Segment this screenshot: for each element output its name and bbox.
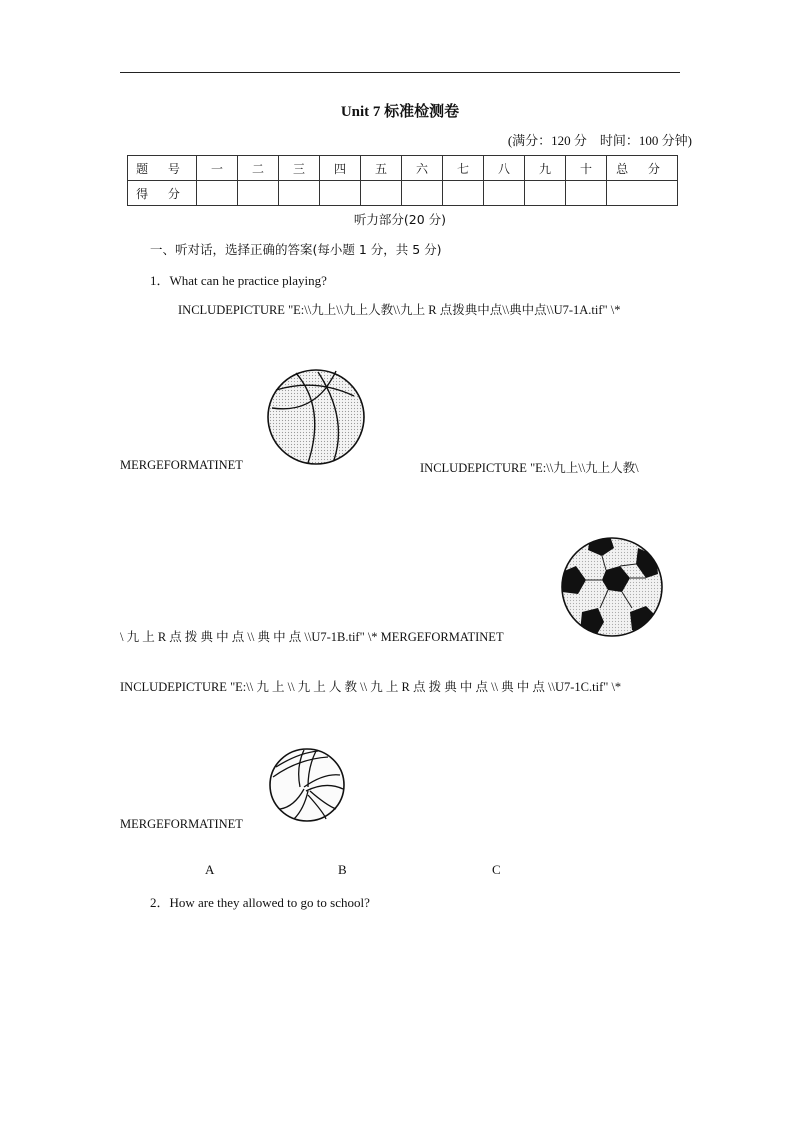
column-header: 一 xyxy=(197,156,238,181)
field-code-b-line2: \ 九 上 R 点 拨 典 中 点 \\ 典 中 点 \\U7-1B.tif" \* MERGEFORMATINET xyxy=(120,630,504,644)
part-instructions: 一、听对话，选择正确的答案(每小题 1 分，共 5 分) xyxy=(150,242,442,257)
column-header: 六 xyxy=(402,156,443,181)
row-label-score: 得 分 xyxy=(128,181,197,206)
column-header: 七 xyxy=(443,156,484,181)
field-code-b-line1: INCLUDEPICTURE "E:\\九上\\九上人教\ xyxy=(420,461,639,475)
option-b-label: B xyxy=(338,862,347,877)
question-2-text: 2．How are they allowed to go to school? xyxy=(150,895,370,910)
field-code-a-line1: INCLUDEPICTURE "E:\\九上\\九上人教\\九上 R 点拨典中点\\典中点\\U7-1A.tif" \* xyxy=(178,303,621,317)
option-a-label: A xyxy=(205,862,215,877)
column-header: 四 xyxy=(320,156,361,181)
score-table-header-row xyxy=(128,156,678,181)
score-cell xyxy=(197,181,238,206)
total-header: 总 分 xyxy=(607,156,678,181)
score-table xyxy=(127,155,678,206)
score-table-score-row xyxy=(128,181,678,206)
score-cell xyxy=(402,181,443,206)
option-c-label: C xyxy=(492,862,501,877)
score-cell xyxy=(279,181,320,206)
column-header: 八 xyxy=(484,156,525,181)
score-cell xyxy=(320,181,361,206)
row-label-number: 题 号 xyxy=(128,156,197,181)
score-cell xyxy=(443,181,484,206)
score-cell xyxy=(525,181,566,206)
score-cell xyxy=(607,181,678,206)
soccer-ball-icon xyxy=(560,536,664,638)
header-rule xyxy=(120,72,680,73)
column-header: 三 xyxy=(279,156,320,181)
column-header: 九 xyxy=(525,156,566,181)
page-title: Unit 7 标准检测卷 xyxy=(340,104,460,120)
question-1-text: 1．What can he practice playing? xyxy=(150,273,327,288)
score-cell xyxy=(361,181,402,206)
score-info: (满分：120 分 时间：100 分钟) xyxy=(507,133,692,148)
field-code-c-line2: MERGEFORMATINET xyxy=(120,817,243,831)
score-cell xyxy=(484,181,525,206)
column-header: 二 xyxy=(238,156,279,181)
score-cell xyxy=(566,181,607,206)
volleyball-icon xyxy=(268,747,346,823)
section-title: 听力部分(20 分) xyxy=(353,212,447,227)
field-code-a-line2: MERGEFORMATINET xyxy=(120,458,243,472)
basketball-icon xyxy=(266,368,366,466)
score-cell xyxy=(238,181,279,206)
column-header: 十 xyxy=(566,156,607,181)
column-header: 五 xyxy=(361,156,402,181)
field-code-c-line1: INCLUDEPICTURE "E:\\ 九 上 \\ 九 上 人 教 \\ 九 上 R 点 拨 典 中 点 \\ 典 中 点 \\U7-1C.tif" \* xyxy=(120,680,622,694)
